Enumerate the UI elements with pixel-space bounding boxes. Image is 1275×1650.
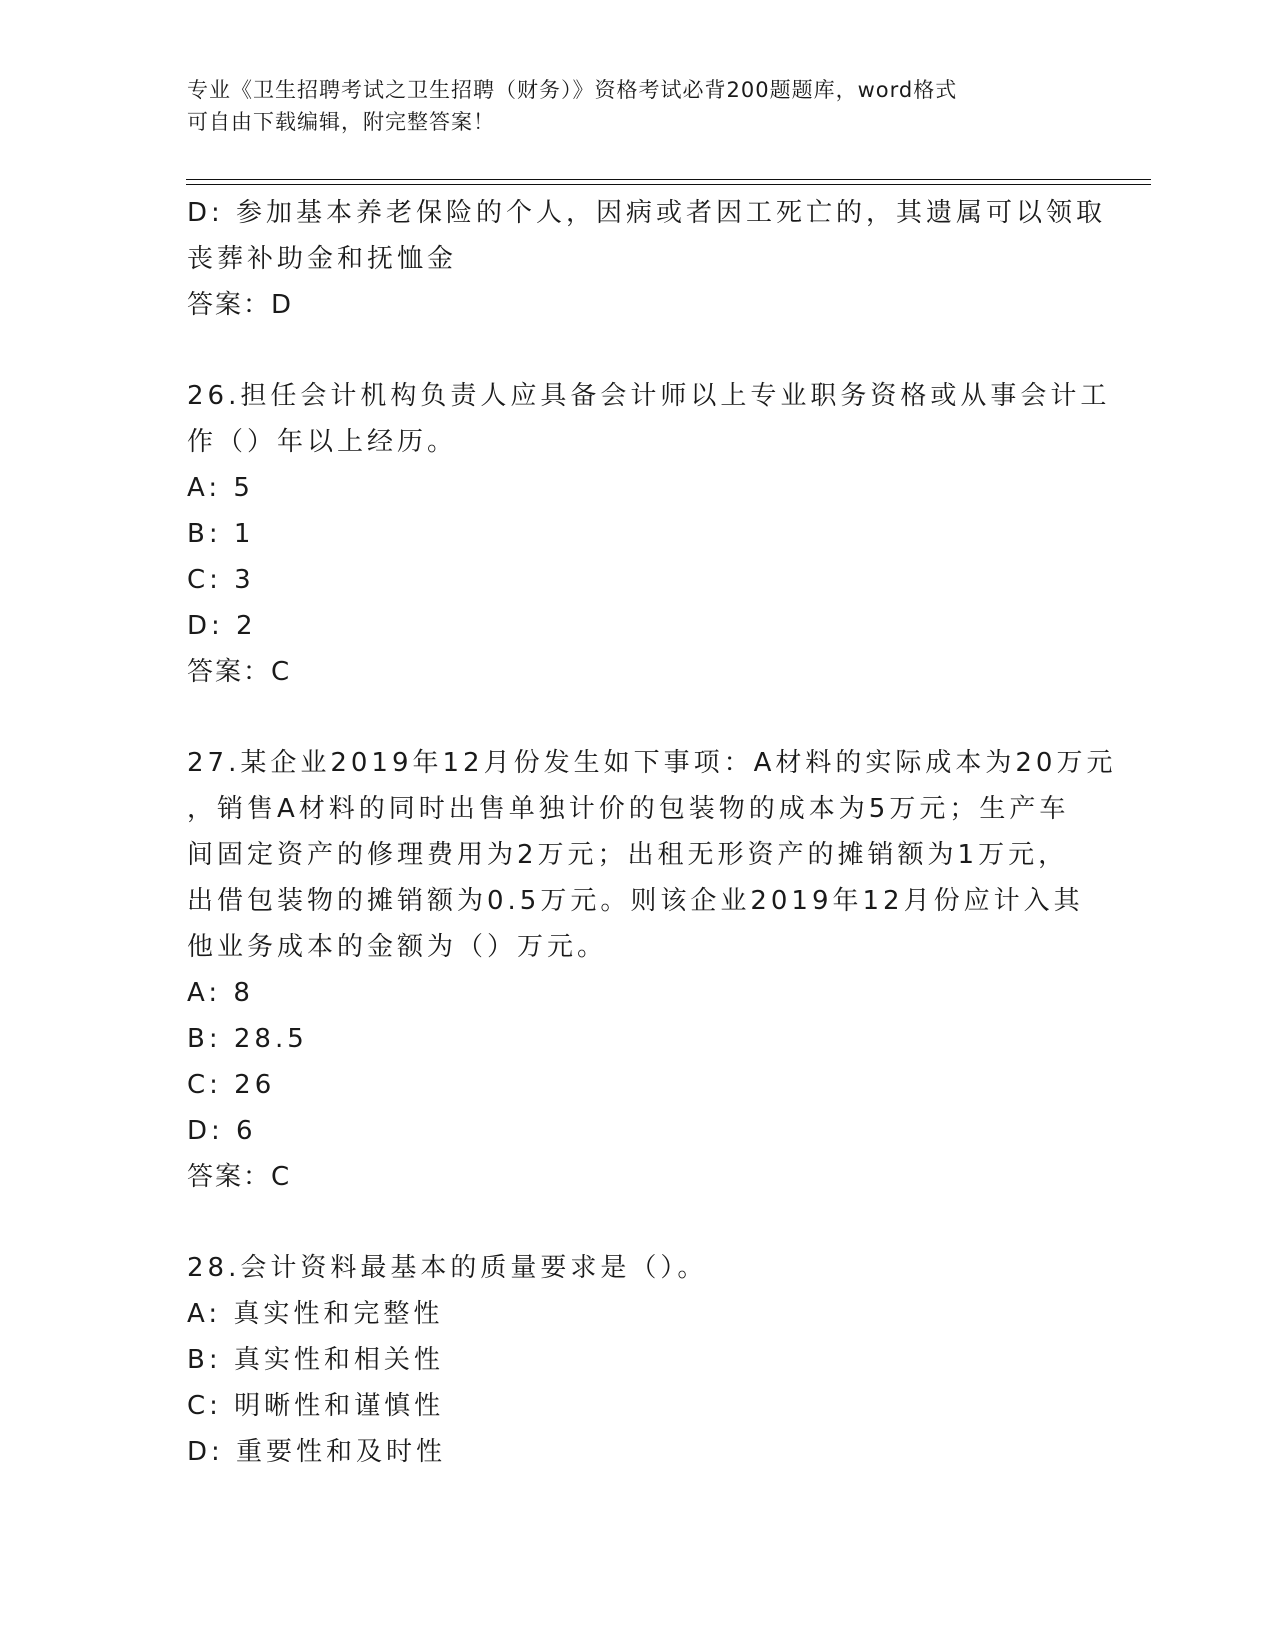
option-d: D: 重要性和及时性 [187, 1437, 447, 1467]
option-c: C: 3 [187, 565, 255, 595]
question-text: 27.某企业2019年12月份发生如下事项：A材料的实际成本为20万元 [187, 748, 1117, 778]
answer: 答案：D [187, 290, 294, 320]
option-a: A: 5 [187, 473, 254, 503]
document-header [187, 74, 1087, 138]
option-a: A: 真实性和完整性 [187, 1299, 444, 1329]
option-d-continued: 丧葬补助金和抚恤金 [187, 244, 458, 274]
document-body [187, 190, 1117, 1475]
question-text: 26.担任会计机构负责人应具备会计师以上专业职务资格或从事会计工 [187, 381, 1111, 411]
question-25-tail [187, 190, 1107, 328]
question-text: 他业务成本的金额为（）万元。 [187, 932, 608, 962]
option-b: B: 28.5 [187, 1024, 308, 1054]
question-text: ，销售A材料的同时出售单独计价的包装物的成本为5万元；生产车 [187, 794, 1070, 824]
question-text: 作（）年以上经历。 [187, 427, 458, 457]
option-b: B: 1 [187, 519, 255, 549]
header-rule-bottom [186, 184, 1151, 185]
header-line-2: 可自由下载编辑，附完整答案！ [187, 110, 495, 134]
option-c: C: 明晰性和谨慎性 [187, 1391, 445, 1421]
question-27 [187, 740, 1117, 1200]
answer: 答案：C [187, 1162, 292, 1192]
question-text: 28.会计资料最基本的质量要求是（）。 [187, 1253, 708, 1283]
question-text: 间固定资产的修理费用为2万元；出租无形资产的摊销额为1万元， [187, 840, 1069, 870]
question-28 [187, 1245, 1087, 1475]
option-d: D: 6 [187, 1116, 257, 1146]
header-line-1: 专业《卫生招聘考试之卫生招聘（财务）》资格考试必背200题题库，word格式 [187, 78, 958, 102]
question-text: 出借包装物的摊销额为0.5万元。则该企业2019年12月份应计入其 [187, 886, 1084, 916]
answer: 答案：C [187, 657, 292, 687]
option-b: B: 真实性和相关性 [187, 1345, 444, 1375]
option-a: A: 8 [187, 978, 254, 1008]
question-26 [187, 373, 1111, 695]
option-c: C: 26 [187, 1070, 276, 1100]
option-d: D: 参加基本养老保险的个人，因病或者因工死亡的，其遗属可以领取 [187, 198, 1107, 228]
header-rule-top [186, 179, 1151, 180]
option-d: D: 2 [187, 611, 257, 641]
